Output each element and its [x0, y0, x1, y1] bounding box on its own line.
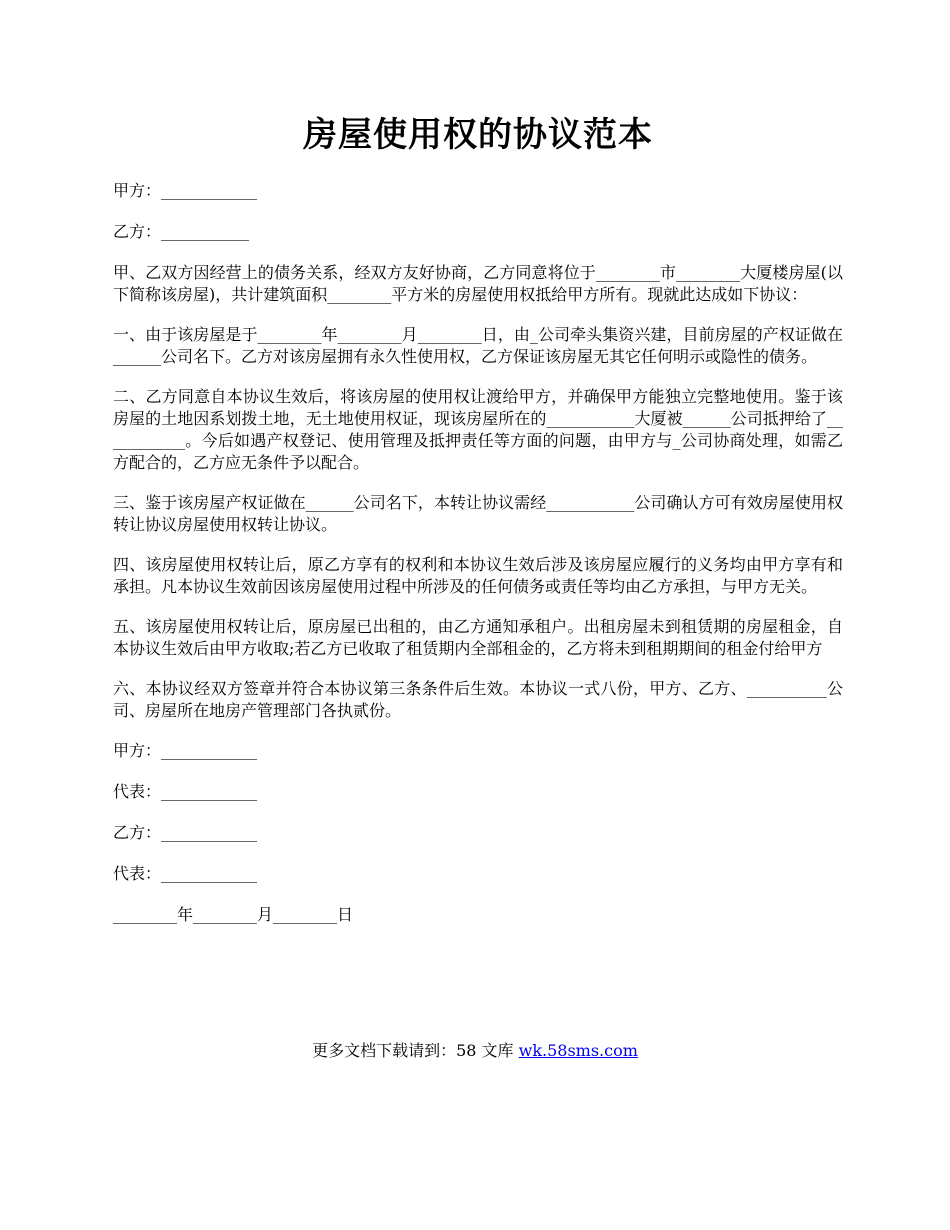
footer-text: 更多文档下载请到：58 文库 [312, 1041, 519, 1060]
clause-6: 六、本协议经双方签章并符合本协议第三条条件后生效。本协议一式八份，甲方、乙方、__________公司、房屋所在地房产管理部门各执贰份。 [113, 679, 843, 720]
signature-party-b: 乙方：____________ [113, 823, 258, 842]
clause-5: 五、该房屋使用权转让后，原房屋已出租的，由乙方通知承租户。出租房屋未到租赁期的房屋租金，自本协议生效后由甲方收取;若乙方已收取了租赁期内全部租金的，乙方将未到租期期间的租金付给甲方 [113, 617, 843, 658]
intro-paragraph: 甲、乙双方因经营上的债务关系，经双方友好协商，乙方同意将位于________市________大厦楼房屋(以下简称该房屋)，共计建筑面积________平方米的房屋使用权抵给甲方所有。现就此达成如下协议： [113, 263, 843, 304]
party-a-line: 甲方：____________ [113, 181, 258, 200]
document-page [113, 110, 843, 945]
footer-link[interactable]: wk.58sms.com [518, 1041, 638, 1060]
clause-2: 二、乙方同意自本协议生效后，将该房屋的使用权让渡给甲方，并确保甲方能独立完整地使用。鉴于该房屋的土地因系划拨土地，无土地使用权证，现该房屋所在的___________大厦被______公司抵押给了___________。今后如遇产权登记、使用管理及抵押责任等方面的问题，由甲方与_公司协商处理，如需乙方配合的，乙方应无条件予以配合。 [113, 387, 843, 472]
signature-date: ________年________月________日 [113, 905, 354, 924]
clause-3: 三、鉴于该房屋产权证做在______公司名下，本转让协议需经___________公司确认方可有效房屋使用权转让协议房屋使用权转让协议。 [113, 493, 843, 534]
signature-party-a: 甲方：____________ [113, 741, 258, 760]
download-footer [0, 1040, 950, 1062]
clause-4: 四、该房屋使用权转让后，原乙方享有的权利和本协议生效后涉及该房屋应履行的义务均由甲方享有和承担。凡本协议生效前因该房屋使用过程中所涉及的任何债务或责任等均由乙方承担，与甲方无关。 [113, 555, 843, 596]
document-title: 房屋使用权的协议范本 [303, 115, 653, 155]
party-b-line: 乙方：___________ [113, 222, 250, 241]
signature-rep-a: 代表：____________ [113, 782, 258, 801]
clause-1: 一、由于该房屋是于________年________月________日，由_公司牵头集资兴建，目前房屋的产权证做在______公司名下。乙方对该房屋拥有永久性使用权，乙方保证该房屋无其它任何明示或隐性的债务。 [113, 325, 843, 366]
signature-rep-b: 代表：____________ [113, 864, 258, 883]
